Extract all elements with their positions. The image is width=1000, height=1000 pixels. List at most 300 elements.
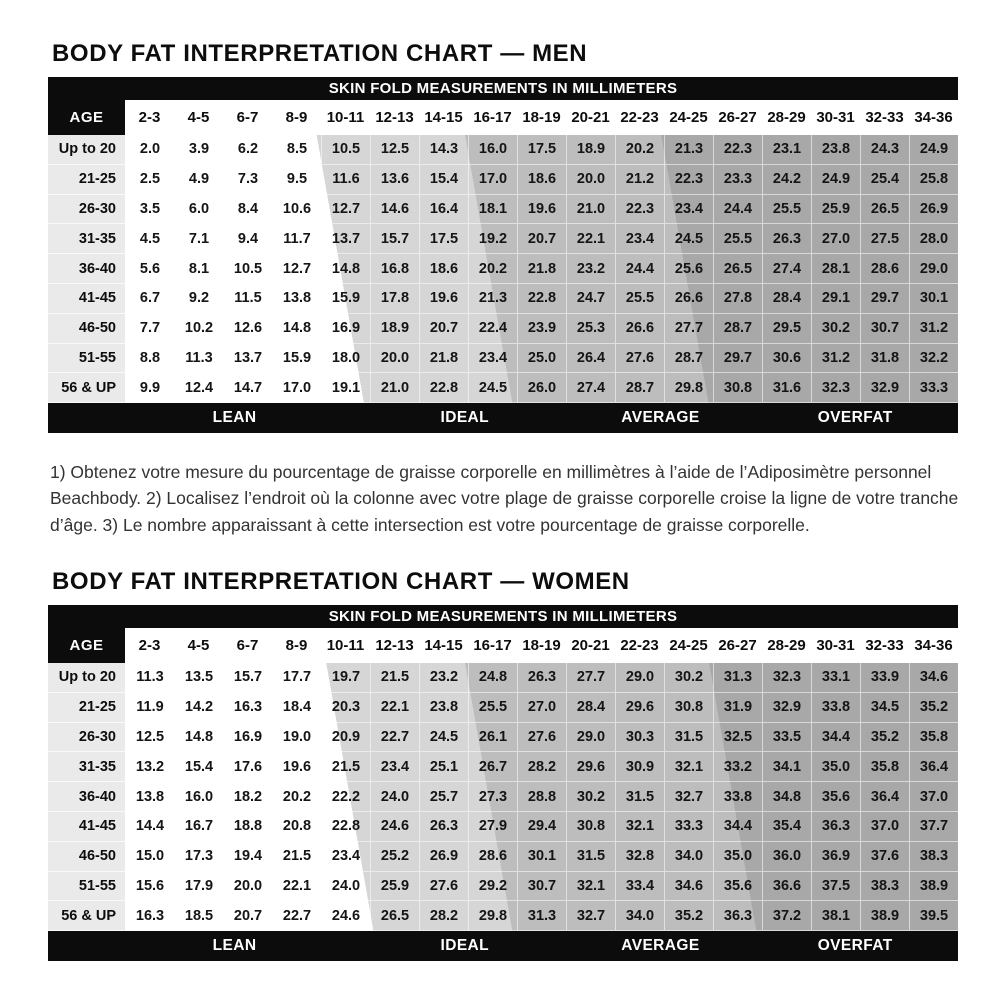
data-cell: 8.5 bbox=[272, 135, 321, 165]
data-cell: 19.7 bbox=[321, 663, 370, 693]
data-cell: 34.6 bbox=[909, 663, 958, 693]
data-cell: 36.3 bbox=[811, 812, 860, 842]
data-cell: 15.7 bbox=[223, 663, 272, 693]
data-cell: 22.8 bbox=[321, 812, 370, 842]
data-cell: 21.8 bbox=[419, 344, 468, 374]
data-cell: 32.7 bbox=[566, 901, 615, 931]
data-cell: 32.8 bbox=[615, 842, 664, 872]
data-cell: 5.6 bbox=[125, 254, 174, 284]
table-row bbox=[48, 782, 958, 812]
data-cell: 11.7 bbox=[272, 224, 321, 254]
data-cell: 34.1 bbox=[762, 752, 811, 782]
data-cell: 33.4 bbox=[615, 872, 664, 902]
data-cell: 28.7 bbox=[664, 344, 713, 374]
column-header: 24-25 bbox=[669, 109, 708, 126]
data-cell: 26.5 bbox=[713, 254, 762, 284]
table-row bbox=[48, 165, 958, 195]
data-cell: 25.5 bbox=[762, 195, 811, 225]
data-cell: 14.8 bbox=[174, 723, 223, 753]
data-cell: 26.3 bbox=[762, 224, 811, 254]
data-cell: 29.8 bbox=[468, 901, 517, 931]
data-cell: 37.0 bbox=[860, 812, 909, 842]
data-cell: 21.0 bbox=[566, 195, 615, 225]
data-cell: 27.6 bbox=[419, 872, 468, 902]
data-cell: 33.9 bbox=[860, 663, 909, 693]
data-cell: 36.4 bbox=[909, 752, 958, 782]
data-cell: 35.8 bbox=[909, 723, 958, 753]
column-header: 10-11 bbox=[326, 109, 365, 126]
column-header: 34-36 bbox=[914, 109, 953, 126]
data-cell: 35.6 bbox=[713, 872, 762, 902]
data-cell: 36.6 bbox=[762, 872, 811, 902]
men-table-body bbox=[48, 135, 958, 403]
data-cell: 22.7 bbox=[272, 901, 321, 931]
data-cell: 24.0 bbox=[321, 872, 370, 902]
data-cell: 32.3 bbox=[762, 663, 811, 693]
data-cell: 26.3 bbox=[517, 663, 566, 693]
column-header: 16-17 bbox=[473, 636, 512, 654]
men-chart-title: BODY FAT INTERPRETATION CHART — MEN bbox=[52, 40, 588, 67]
data-cell: 33.3 bbox=[664, 812, 713, 842]
data-cell: 21.5 bbox=[321, 752, 370, 782]
data-cell: 35.4 bbox=[762, 812, 811, 842]
data-cell: 16.9 bbox=[223, 723, 272, 753]
data-cell: 27.5 bbox=[860, 224, 909, 254]
data-cell: 23.4 bbox=[664, 195, 713, 225]
table-row bbox=[48, 314, 958, 344]
data-cell: 29.4 bbox=[517, 812, 566, 842]
table-row bbox=[48, 723, 958, 753]
age-row-label: 26-30 bbox=[48, 195, 125, 225]
data-cell: 16.9 bbox=[321, 314, 370, 344]
data-cell: 20.2 bbox=[615, 135, 664, 165]
data-cell: 25.5 bbox=[468, 693, 517, 723]
data-cell: 14.7 bbox=[223, 373, 272, 403]
data-cell: 28.2 bbox=[419, 901, 468, 931]
column-header: 16-17 bbox=[473, 109, 512, 126]
column-header: 8-9 bbox=[285, 636, 308, 654]
data-cell: 13.7 bbox=[321, 224, 370, 254]
data-cell: 23.4 bbox=[468, 344, 517, 374]
data-cell: 17.6 bbox=[223, 752, 272, 782]
data-cell: 29.8 bbox=[664, 373, 713, 403]
data-cell: 22.3 bbox=[713, 135, 762, 165]
data-cell: 14.3 bbox=[419, 135, 468, 165]
zone-label-average: AVERAGE bbox=[621, 937, 700, 955]
data-cell: 12.5 bbox=[370, 135, 419, 165]
data-cell: 17.0 bbox=[272, 373, 321, 403]
data-cell: 18.6 bbox=[419, 254, 468, 284]
data-cell: 33.1 bbox=[811, 663, 860, 693]
data-cell: 13.5 bbox=[174, 663, 223, 693]
data-cell: 16.4 bbox=[419, 195, 468, 225]
data-cell: 30.2 bbox=[566, 782, 615, 812]
table-row bbox=[48, 195, 958, 225]
data-cell: 26.6 bbox=[615, 314, 664, 344]
data-cell: 31.6 bbox=[762, 373, 811, 403]
age-row-label: 41-45 bbox=[48, 284, 125, 314]
data-cell: 18.0 bbox=[321, 344, 370, 374]
data-cell: 24.8 bbox=[468, 663, 517, 693]
table-row bbox=[48, 812, 958, 842]
table-row bbox=[48, 284, 958, 314]
data-cell: 26.3 bbox=[419, 812, 468, 842]
data-cell: 36.4 bbox=[860, 782, 909, 812]
women-chart-title: BODY FAT INTERPRETATION CHART — WOMEN bbox=[52, 567, 630, 595]
data-cell: 16.0 bbox=[468, 135, 517, 165]
women-column-header-row bbox=[48, 628, 958, 663]
data-cell: 17.7 bbox=[272, 663, 321, 693]
column-header: 18-19 bbox=[522, 636, 561, 654]
data-cell: 27.7 bbox=[566, 663, 615, 693]
data-cell: 35.2 bbox=[860, 723, 909, 753]
data-cell: 29.6 bbox=[615, 693, 664, 723]
data-cell: 24.5 bbox=[419, 723, 468, 753]
column-header: 24-25 bbox=[669, 636, 708, 654]
data-cell: 25.2 bbox=[370, 842, 419, 872]
data-cell: 16.0 bbox=[174, 782, 223, 812]
data-cell: 26.1 bbox=[468, 723, 517, 753]
data-cell: 21.2 bbox=[615, 165, 664, 195]
column-header: 12-13 bbox=[375, 636, 414, 654]
data-cell: 28.2 bbox=[517, 752, 566, 782]
data-cell: 3.9 bbox=[174, 135, 223, 165]
data-cell: 17.0 bbox=[468, 165, 517, 195]
age-row-label: 56 & UP bbox=[48, 373, 125, 403]
data-cell: 27.4 bbox=[566, 373, 615, 403]
data-cell: 23.4 bbox=[370, 752, 419, 782]
data-cell: 26.6 bbox=[664, 284, 713, 314]
age-column-header: AGE bbox=[48, 628, 125, 663]
data-cell: 13.8 bbox=[272, 284, 321, 314]
data-cell: 27.6 bbox=[517, 723, 566, 753]
column-header: 8-9 bbox=[285, 109, 308, 126]
data-cell: 22.1 bbox=[370, 693, 419, 723]
women-zone-bar bbox=[48, 931, 958, 961]
data-cell: 25.8 bbox=[909, 165, 958, 195]
data-cell: 24.5 bbox=[664, 224, 713, 254]
data-cell: 19.6 bbox=[517, 195, 566, 225]
data-cell: 31.5 bbox=[615, 782, 664, 812]
data-cell: 11.9 bbox=[125, 693, 174, 723]
data-cell: 33.3 bbox=[909, 373, 958, 403]
data-cell: 24.3 bbox=[860, 135, 909, 165]
data-cell: 9.9 bbox=[125, 373, 174, 403]
column-header: 28-29 bbox=[767, 109, 806, 126]
table-row bbox=[48, 693, 958, 723]
data-cell: 19.1 bbox=[321, 373, 370, 403]
data-cell: 38.3 bbox=[860, 872, 909, 902]
data-cell: 34.5 bbox=[860, 693, 909, 723]
data-cell: 27.3 bbox=[468, 782, 517, 812]
data-cell: 16.8 bbox=[370, 254, 419, 284]
men-table bbox=[48, 77, 958, 433]
data-cell: 30.1 bbox=[517, 842, 566, 872]
column-header: 6-7 bbox=[236, 636, 259, 654]
data-cell: 34.4 bbox=[811, 723, 860, 753]
data-cell: 20.7 bbox=[517, 224, 566, 254]
women-table-header-bar: SKIN FOLD MEASUREMENTS IN MILLIMETERS bbox=[48, 605, 958, 628]
data-cell: 31.5 bbox=[664, 723, 713, 753]
data-cell: 39.5 bbox=[909, 901, 958, 931]
age-row-label: 21-25 bbox=[48, 693, 125, 723]
data-cell: 20.9 bbox=[321, 723, 370, 753]
data-cell: 7.3 bbox=[223, 165, 272, 195]
men-zone-bar bbox=[48, 403, 958, 433]
data-cell: 21.5 bbox=[272, 842, 321, 872]
age-row-label: 46-50 bbox=[48, 842, 125, 872]
data-cell: 20.7 bbox=[419, 314, 468, 344]
data-cell: 21.5 bbox=[370, 663, 419, 693]
data-cell: 29.0 bbox=[566, 723, 615, 753]
data-cell: 25.3 bbox=[566, 314, 615, 344]
women-table-body bbox=[48, 663, 958, 931]
data-cell: 37.6 bbox=[860, 842, 909, 872]
age-row-label: 31-35 bbox=[48, 224, 125, 254]
data-cell: 24.4 bbox=[615, 254, 664, 284]
data-cell: 28.1 bbox=[811, 254, 860, 284]
table-row bbox=[48, 842, 958, 872]
data-cell: 30.8 bbox=[664, 693, 713, 723]
data-cell: 3.5 bbox=[125, 195, 174, 225]
data-cell: 13.6 bbox=[370, 165, 419, 195]
data-cell: 23.2 bbox=[566, 254, 615, 284]
column-header: 12-13 bbox=[375, 109, 414, 126]
data-cell: 26.9 bbox=[909, 195, 958, 225]
data-cell: 27.6 bbox=[615, 344, 664, 374]
data-cell: 21.8 bbox=[517, 254, 566, 284]
data-cell: 29.6 bbox=[566, 752, 615, 782]
data-cell: 29.0 bbox=[909, 254, 958, 284]
data-cell: 8.4 bbox=[223, 195, 272, 225]
table-row bbox=[48, 254, 958, 284]
data-cell: 30.8 bbox=[566, 812, 615, 842]
data-cell: 15.6 bbox=[125, 872, 174, 902]
data-cell: 29.0 bbox=[615, 663, 664, 693]
data-cell: 24.6 bbox=[370, 812, 419, 842]
data-cell: 20.8 bbox=[272, 812, 321, 842]
data-cell: 25.7 bbox=[419, 782, 468, 812]
data-cell: 30.7 bbox=[517, 872, 566, 902]
data-cell: 12.5 bbox=[125, 723, 174, 753]
data-cell: 36.9 bbox=[811, 842, 860, 872]
men-column-header-row bbox=[48, 100, 958, 135]
data-cell: 10.5 bbox=[223, 254, 272, 284]
data-cell: 17.8 bbox=[370, 284, 419, 314]
data-cell: 35.8 bbox=[860, 752, 909, 782]
data-cell: 31.2 bbox=[909, 314, 958, 344]
data-cell: 38.1 bbox=[811, 901, 860, 931]
data-cell: 34.8 bbox=[762, 782, 811, 812]
data-cell: 29.5 bbox=[762, 314, 811, 344]
data-cell: 6.0 bbox=[174, 195, 223, 225]
data-cell: 23.8 bbox=[419, 693, 468, 723]
zone-label-ideal: IDEAL bbox=[440, 409, 490, 427]
data-cell: 30.6 bbox=[762, 344, 811, 374]
age-row-label: 36-40 bbox=[48, 254, 125, 284]
data-cell: 18.4 bbox=[272, 693, 321, 723]
data-cell: 37.2 bbox=[762, 901, 811, 931]
data-cell: 22.2 bbox=[321, 782, 370, 812]
data-cell: 29.2 bbox=[468, 872, 517, 902]
data-cell: 28.4 bbox=[566, 693, 615, 723]
data-cell: 13.2 bbox=[125, 752, 174, 782]
data-cell: 28.6 bbox=[860, 254, 909, 284]
data-cell: 4.5 bbox=[125, 224, 174, 254]
data-cell: 30.2 bbox=[664, 663, 713, 693]
data-cell: 10.5 bbox=[321, 135, 370, 165]
column-header: 20-21 bbox=[571, 109, 610, 126]
zone-label-average: AVERAGE bbox=[621, 409, 700, 427]
data-cell: 25.5 bbox=[713, 224, 762, 254]
data-cell: 18.9 bbox=[566, 135, 615, 165]
data-cell: 33.2 bbox=[713, 752, 762, 782]
data-cell: 19.2 bbox=[468, 224, 517, 254]
zone-label-ideal: IDEAL bbox=[440, 937, 490, 955]
data-cell: 12.7 bbox=[321, 195, 370, 225]
age-row-label: Up to 20 bbox=[48, 135, 125, 165]
data-cell: 24.4 bbox=[713, 195, 762, 225]
age-row-label: 36-40 bbox=[48, 782, 125, 812]
age-row-label: Up to 20 bbox=[48, 663, 125, 693]
data-cell: 20.0 bbox=[223, 872, 272, 902]
data-cell: 23.1 bbox=[762, 135, 811, 165]
data-cell: 15.4 bbox=[419, 165, 468, 195]
data-cell: 34.0 bbox=[664, 842, 713, 872]
data-cell: 11.3 bbox=[174, 344, 223, 374]
data-cell: 21.3 bbox=[468, 284, 517, 314]
data-cell: 31.3 bbox=[517, 901, 566, 931]
data-cell: 26.0 bbox=[517, 373, 566, 403]
data-cell: 14.2 bbox=[174, 693, 223, 723]
age-row-label: 31-35 bbox=[48, 752, 125, 782]
column-header: 34-36 bbox=[914, 636, 953, 654]
data-cell: 25.5 bbox=[615, 284, 664, 314]
data-cell: 22.4 bbox=[468, 314, 517, 344]
data-cell: 11.6 bbox=[321, 165, 370, 195]
data-cell: 23.9 bbox=[517, 314, 566, 344]
data-cell: 27.9 bbox=[468, 812, 517, 842]
data-cell: 12.4 bbox=[174, 373, 223, 403]
data-cell: 7.1 bbox=[174, 224, 223, 254]
data-cell: 14.6 bbox=[370, 195, 419, 225]
data-cell: 9.4 bbox=[223, 224, 272, 254]
data-cell: 9.5 bbox=[272, 165, 321, 195]
data-cell: 21.0 bbox=[370, 373, 419, 403]
age-column-header: AGE bbox=[48, 100, 125, 135]
data-cell: 10.2 bbox=[174, 314, 223, 344]
data-cell: 25.9 bbox=[370, 872, 419, 902]
men-chart-section bbox=[48, 40, 958, 433]
age-row-label: 51-55 bbox=[48, 872, 125, 902]
data-cell: 18.6 bbox=[517, 165, 566, 195]
column-header: 6-7 bbox=[236, 109, 259, 126]
data-cell: 33.8 bbox=[713, 782, 762, 812]
data-cell: 27.8 bbox=[713, 284, 762, 314]
men-table-header-bar: SKIN FOLD MEASUREMENTS IN MILLIMETERS bbox=[48, 77, 958, 100]
data-cell: 19.0 bbox=[272, 723, 321, 753]
data-cell: 20.2 bbox=[272, 782, 321, 812]
column-header: 18-19 bbox=[522, 109, 561, 126]
data-cell: 20.3 bbox=[321, 693, 370, 723]
data-cell: 26.4 bbox=[566, 344, 615, 374]
data-cell: 18.2 bbox=[223, 782, 272, 812]
data-cell: 22.3 bbox=[615, 195, 664, 225]
data-cell: 24.0 bbox=[370, 782, 419, 812]
data-cell: 19.6 bbox=[419, 284, 468, 314]
data-cell: 32.2 bbox=[909, 344, 958, 374]
data-cell: 9.2 bbox=[174, 284, 223, 314]
data-cell: 6.7 bbox=[125, 284, 174, 314]
data-cell: 26.5 bbox=[370, 901, 419, 931]
data-cell: 28.7 bbox=[615, 373, 664, 403]
data-cell: 19.6 bbox=[272, 752, 321, 782]
data-cell: 27.7 bbox=[664, 314, 713, 344]
data-cell: 24.7 bbox=[566, 284, 615, 314]
data-cell: 28.4 bbox=[762, 284, 811, 314]
column-header: 32-33 bbox=[865, 109, 904, 126]
column-header: 30-31 bbox=[816, 636, 855, 654]
table-row bbox=[48, 224, 958, 254]
data-cell: 34.6 bbox=[664, 872, 713, 902]
data-cell: 16.3 bbox=[125, 901, 174, 931]
data-cell: 37.5 bbox=[811, 872, 860, 902]
data-cell: 15.7 bbox=[370, 224, 419, 254]
column-header: 22-23 bbox=[620, 636, 659, 654]
data-cell: 11.5 bbox=[223, 284, 272, 314]
data-cell: 35.0 bbox=[713, 842, 762, 872]
data-cell: 22.1 bbox=[566, 224, 615, 254]
data-cell: 22.8 bbox=[419, 373, 468, 403]
data-cell: 24.5 bbox=[468, 373, 517, 403]
table-row bbox=[48, 135, 958, 165]
data-cell: 33.8 bbox=[811, 693, 860, 723]
table-row bbox=[48, 752, 958, 782]
data-cell: 8.8 bbox=[125, 344, 174, 374]
data-cell: 16.3 bbox=[223, 693, 272, 723]
column-header: 28-29 bbox=[767, 636, 806, 654]
zone-label-lean: LEAN bbox=[212, 937, 257, 955]
age-row-label: 26-30 bbox=[48, 723, 125, 753]
data-cell: 6.2 bbox=[223, 135, 272, 165]
column-header: 26-27 bbox=[718, 636, 757, 654]
data-cell: 28.8 bbox=[517, 782, 566, 812]
data-cell: 27.4 bbox=[762, 254, 811, 284]
age-row-label: 51-55 bbox=[48, 344, 125, 374]
data-cell: 15.9 bbox=[272, 344, 321, 374]
data-cell: 30.3 bbox=[615, 723, 664, 753]
data-cell: 35.2 bbox=[909, 693, 958, 723]
data-cell: 4.9 bbox=[174, 165, 223, 195]
zone-label-overfat: OVERFAT bbox=[817, 937, 893, 955]
data-cell: 32.3 bbox=[811, 373, 860, 403]
data-cell: 14.4 bbox=[125, 812, 174, 842]
data-cell: 18.1 bbox=[468, 195, 517, 225]
data-cell: 27.0 bbox=[517, 693, 566, 723]
data-cell: 17.5 bbox=[517, 135, 566, 165]
column-header: 30-31 bbox=[816, 109, 855, 126]
data-cell: 23.4 bbox=[321, 842, 370, 872]
data-cell: 38.3 bbox=[909, 842, 958, 872]
data-cell: 19.4 bbox=[223, 842, 272, 872]
data-cell: 24.9 bbox=[811, 165, 860, 195]
data-cell: 24.2 bbox=[762, 165, 811, 195]
data-cell: 29.7 bbox=[713, 344, 762, 374]
data-cell: 26.7 bbox=[468, 752, 517, 782]
data-cell: 34.0 bbox=[615, 901, 664, 931]
column-header: 32-33 bbox=[865, 636, 904, 654]
data-cell: 20.2 bbox=[468, 254, 517, 284]
